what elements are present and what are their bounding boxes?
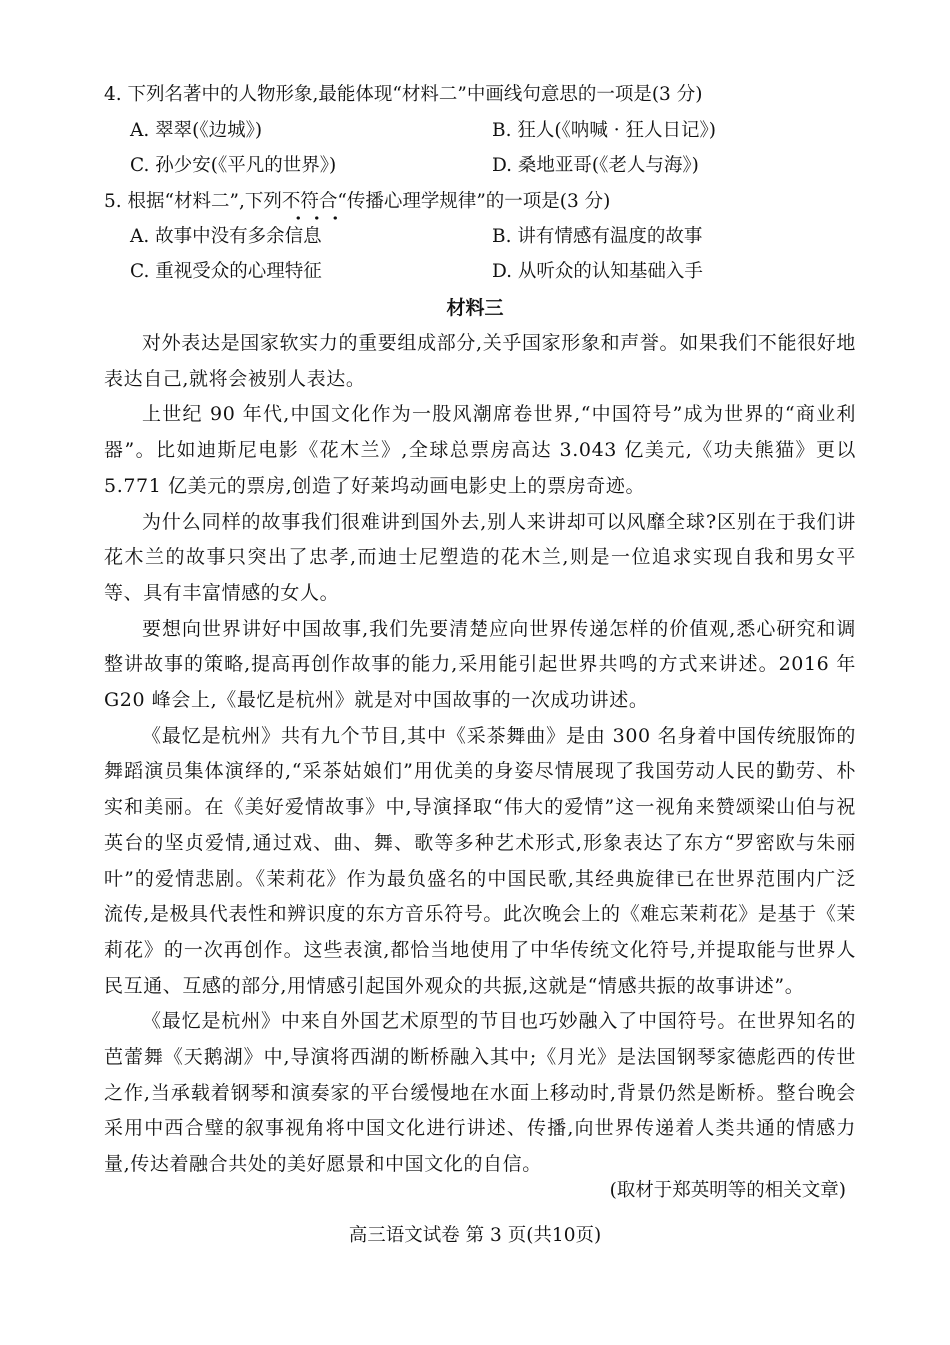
question-5-stem xyxy=(104,190,610,214)
question-4-option-b: B. 狂人(《呐喊 · 狂人日记》) xyxy=(492,120,716,141)
source-citation: (取材于郑英明等的相关文章) xyxy=(609,1180,846,1201)
question-5-option-d: D. 从听众的认知基础入手 xyxy=(492,261,703,282)
material-3-body xyxy=(104,326,856,1183)
question-5-option-a: A. 故事中没有多余信息 xyxy=(130,226,322,247)
page-footer: 高三语文试卷 第 3 页(共10页) xyxy=(348,1225,602,1246)
question-4-stem: 4. 下列名著中的人物形象,最能体现“材料二”中画线句意思的一项是(3 分) xyxy=(104,84,703,105)
paragraph: 为什么同样的故事我们很难讲到国外去,别人来讲却可以风靡全球?区别在于我们讲花木兰的故事只突出了忠孝,而迪士尼塑造的花木兰,则是一位追求实现自我和男女平等、具有丰富情感的女人。 xyxy=(104,510,856,604)
paragraph: 《最忆是杭州》中来自外国艺术原型的节目也巧妙融入了中国符号。在世界知名的芭蕾舞《天鹅湖》中,导演将西湖的断桥融入其中;《月光》是法国钢琴家德彪西的传世之作,当承载着钢琴和演奏家的平台缓慢地在水面上移动时,背景仍然是断桥。整台晚会采用中西合璧的叙事视角将中国文化进行讲述、传播,向世界传递着人类共通的情感力量,传达着融合共处的美好愿景和中国文化的自信。 xyxy=(104,1010,856,1176)
question-5-emphasis: 不符合 xyxy=(281,191,338,212)
question-4-option-a: A. 翠翠(《边城》) xyxy=(130,120,263,141)
material-3-heading: 材料三 xyxy=(446,297,504,319)
paragraph: 要想向世界讲好中国故事,我们先要清楚应向世界传递怎样的价值观,悉心研究和调整讲故事的策略,提高再创作故事的能力,采用能引起世界共鸣的方式来讲述。2016 年 G20 峰会上,《最忆是杭州》就是对中国故事的一次成功讲述。 xyxy=(104,617,856,712)
question-4-option-c: C. 孙少安(《平凡的世界》) xyxy=(130,155,337,176)
question-5-stem-end: “传播心理学规律”的一项是(3 分) xyxy=(337,191,611,212)
question-4-option-d: D. 桑地亚哥(《老人与海》) xyxy=(492,155,699,176)
question-5-stem-start: 5. 根据“材料二”,下列 xyxy=(104,191,282,212)
paragraph: 上世纪 90 年代,中国文化作为一股风潮席卷世界,“中国符号”成为世界的“商业利器”。比如迪斯尼电影《花木兰》,全球总票房高达 3.043 亿美元,《功夫熊猫》更以 5.771 亿美元的票房,创造了好莱坞动画电影史上的票房奇迹。 xyxy=(104,403,856,497)
paragraph: 对外表达是国家软实力的重要组成部分,关乎国家形象和声誉。如果我们不能很好地表达自己,就将会被别人表达。 xyxy=(104,332,856,390)
paragraph: 《最忆是杭州》共有九个节目,其中《采茶舞曲》是由 300 名身着中国传统服饰的舞蹈演员集体演绎的,“采茶姑娘们”用优美的身姿尽情展现了我国劳动人民的勤劳、朴实和美丽。在《美好爱情故事》中,导演择取“伟大的爱情”这一视角来赞颂梁山伯与祝英台的坚贞爱情,通过戏、曲、舞、歌等多种艺术形式,形象表达了东方“罗密欧与朱丽叶”的爱情悲剧。《茉莉花》作为最负盛名的中国民歌,其经典旋律已在世界范围内广泛流传,是极具代表性和辨识度的东方音乐符号。此次晚会上的《难忘茉莉花》是基于《茉莉花》的一次再创作。这些表演,都恰当地使用了中华传统文化符号,并提取能与世界人民互通、互感的部分,用情感引起国外观众的共振,这就是“情感共振的故事讲述”。 xyxy=(104,724,856,997)
question-5-option-b: B. 讲有情感有温度的故事 xyxy=(492,226,703,247)
question-5-option-c: C. 重视受众的心理特征 xyxy=(130,261,322,282)
